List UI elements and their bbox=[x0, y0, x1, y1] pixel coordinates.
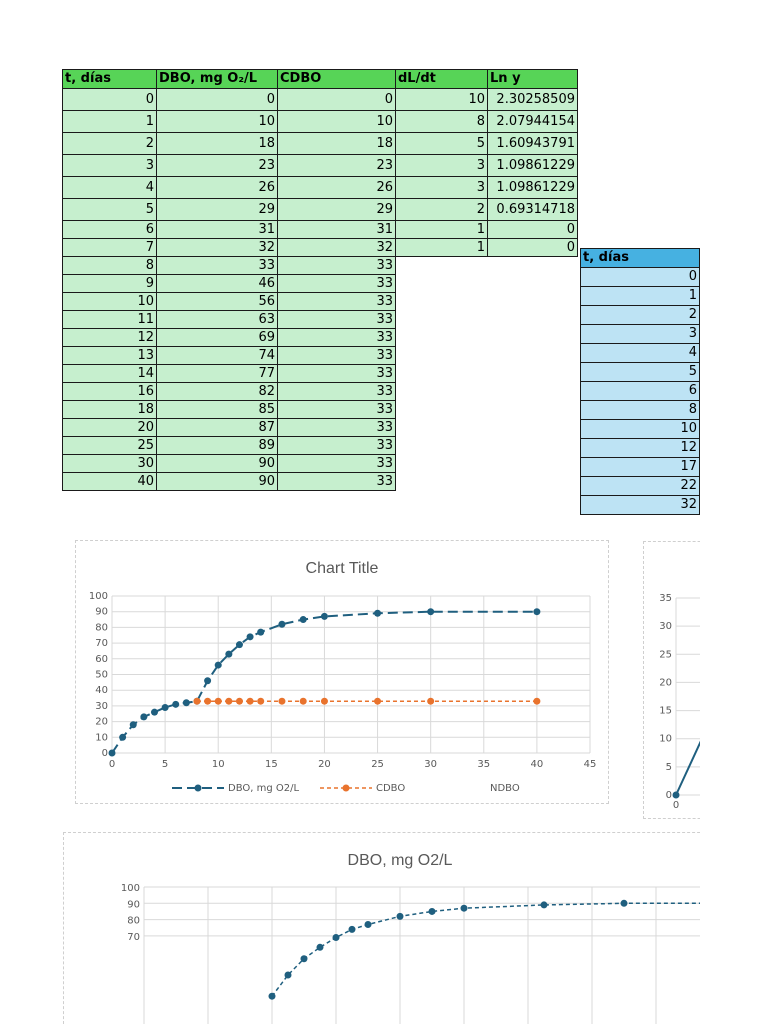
x-tick-label: 45 bbox=[583, 759, 597, 770]
data-point bbox=[374, 610, 381, 617]
table-cell[interactable]: 18 bbox=[63, 401, 157, 419]
table-row bbox=[581, 439, 700, 458]
column-header[interactable]: t, días bbox=[63, 70, 157, 89]
table-row bbox=[63, 365, 578, 383]
y-tick-label: 10 bbox=[95, 732, 108, 744]
table-row bbox=[581, 420, 700, 439]
table-cell[interactable]: 89 bbox=[157, 437, 278, 455]
table-cell[interactable] bbox=[488, 419, 578, 437]
table-row bbox=[63, 437, 578, 455]
table-row bbox=[581, 477, 700, 496]
table-row bbox=[63, 89, 578, 111]
data-point bbox=[365, 921, 372, 928]
data-point bbox=[285, 972, 292, 979]
table-cell[interactable] bbox=[488, 383, 578, 401]
table-cell[interactable]: 8 bbox=[63, 257, 157, 275]
table-cell[interactable] bbox=[488, 275, 578, 293]
y-tick-label: 70 bbox=[127, 931, 140, 943]
table-row bbox=[581, 344, 700, 363]
table-cell[interactable]: 1.09861229 bbox=[488, 177, 578, 199]
table-cell[interactable] bbox=[396, 275, 488, 293]
table-cell[interactable]: 11 bbox=[63, 311, 157, 329]
table-cell[interactable]: 23 bbox=[278, 155, 396, 177]
table-row bbox=[581, 363, 700, 382]
y-tick-label: 20 bbox=[95, 716, 108, 728]
legend-marker bbox=[195, 785, 202, 792]
table-cell[interactable]: 2.07944154 bbox=[488, 111, 578, 133]
table-cell[interactable]: 0 bbox=[581, 268, 700, 287]
y-tick-label: 35 bbox=[659, 593, 672, 604]
data-point bbox=[301, 955, 308, 962]
table-cell[interactable]: 33 bbox=[278, 365, 396, 383]
table-cell[interactable]: 9 bbox=[63, 275, 157, 293]
y-tick-label: 50 bbox=[95, 669, 108, 681]
table-row bbox=[63, 239, 578, 257]
table-cell[interactable]: 5 bbox=[396, 133, 488, 155]
table-row bbox=[63, 419, 578, 437]
table-row bbox=[581, 268, 700, 287]
y-tick-label: 80 bbox=[95, 622, 108, 634]
table-cell[interactable]: 12 bbox=[581, 439, 700, 458]
table-cell[interactable]: 33 bbox=[278, 257, 396, 275]
table-cell[interactable]: 1 bbox=[396, 239, 488, 257]
table-cell[interactable] bbox=[488, 473, 578, 491]
data-point bbox=[204, 698, 211, 705]
table-row bbox=[581, 287, 700, 306]
table-cell[interactable]: 26 bbox=[157, 177, 278, 199]
data-point bbox=[247, 633, 254, 640]
data-point bbox=[225, 698, 232, 705]
table-cell[interactable]: 2 bbox=[581, 306, 700, 325]
y-tick-label: 90 bbox=[95, 606, 108, 618]
column-header[interactable]: CDBO bbox=[278, 70, 396, 89]
data-point bbox=[300, 616, 307, 623]
table-cell[interactable]: 4 bbox=[581, 344, 700, 363]
table-cell[interactable]: 33 bbox=[278, 311, 396, 329]
table-cell[interactable] bbox=[396, 437, 488, 455]
table-cell[interactable]: 12 bbox=[63, 329, 157, 347]
table-cell[interactable]: 33 bbox=[278, 419, 396, 437]
table-cell[interactable]: 33 bbox=[278, 347, 396, 365]
table-cell[interactable]: 0 bbox=[488, 239, 578, 257]
data-point bbox=[225, 651, 232, 658]
y-tick-label: 70 bbox=[95, 638, 108, 650]
data-point bbox=[140, 713, 147, 720]
table-cell[interactable]: 33 bbox=[278, 401, 396, 419]
y-tick-label: 60 bbox=[95, 653, 108, 665]
y-tick-label: 15 bbox=[659, 705, 672, 717]
data-point bbox=[533, 698, 540, 705]
table-cell[interactable] bbox=[488, 293, 578, 311]
table-cell[interactable] bbox=[396, 383, 488, 401]
y-tick-label: 0 bbox=[665, 790, 672, 801]
table-cell[interactable]: 33 bbox=[278, 329, 396, 347]
table-header-row bbox=[63, 70, 578, 89]
data-point bbox=[215, 662, 222, 669]
table-cell[interactable]: 10 bbox=[581, 420, 700, 439]
table-cell[interactable]: 32 bbox=[581, 496, 700, 515]
table-cell[interactable]: 46 bbox=[157, 275, 278, 293]
data-point bbox=[278, 698, 285, 705]
table-row bbox=[581, 458, 700, 477]
table-cell[interactable]: 31 bbox=[278, 221, 396, 239]
y-tick-label: 5 bbox=[665, 761, 672, 773]
table-cell[interactable]: 33 bbox=[157, 257, 278, 275]
table-row bbox=[63, 177, 578, 199]
table-row bbox=[63, 155, 578, 177]
table-cell[interactable]: 56 bbox=[157, 293, 278, 311]
table-cell[interactable]: 6 bbox=[581, 382, 700, 401]
data-point bbox=[321, 613, 328, 620]
table-cell[interactable]: 18 bbox=[278, 133, 396, 155]
data-point bbox=[541, 901, 548, 908]
table-cell[interactable] bbox=[396, 473, 488, 491]
chart-cdbo-partial-svg bbox=[644, 542, 700, 818]
table-cell[interactable]: 0 bbox=[157, 89, 278, 111]
data-point bbox=[533, 608, 540, 615]
table-cell[interactable]: 2 bbox=[396, 199, 488, 221]
table-cell[interactable]: 33 bbox=[278, 473, 396, 491]
data-point bbox=[427, 608, 434, 615]
table-cell[interactable]: 10 bbox=[157, 111, 278, 133]
table-cell[interactable] bbox=[396, 401, 488, 419]
table-cell[interactable]: 82 bbox=[157, 383, 278, 401]
table-row bbox=[63, 455, 578, 473]
data-point bbox=[374, 698, 381, 705]
table-cell[interactable]: 2 bbox=[63, 133, 157, 155]
table-cell[interactable]: 32 bbox=[157, 239, 278, 257]
table-row bbox=[63, 401, 578, 419]
y-tick-label: 100 bbox=[120, 883, 140, 894]
data-point bbox=[300, 698, 307, 705]
table-cell[interactable]: 85 bbox=[157, 401, 278, 419]
y-tick-label: 90 bbox=[127, 899, 140, 911]
table-cell[interactable]: 40 bbox=[63, 473, 157, 491]
table-cell[interactable]: 5 bbox=[581, 363, 700, 382]
y-tick-label: 0 bbox=[101, 748, 108, 759]
data-point bbox=[162, 704, 169, 711]
data-table bbox=[62, 69, 578, 491]
table-cell[interactable]: 29 bbox=[278, 199, 396, 221]
chart-title: DBO, mg O2/L bbox=[347, 852, 453, 869]
table-row bbox=[581, 382, 700, 401]
table-cell[interactable]: 90 bbox=[157, 473, 278, 491]
legend-label: NDBO bbox=[490, 783, 520, 794]
data-point bbox=[317, 944, 324, 951]
x-tick-label: 5 bbox=[161, 759, 169, 770]
table-cell[interactable]: 33 bbox=[278, 293, 396, 311]
x-tick-label: 35 bbox=[477, 759, 491, 770]
data-point bbox=[621, 900, 628, 907]
column-header[interactable]: dL/dt bbox=[396, 70, 488, 89]
table-cell[interactable]: 3 bbox=[63, 155, 157, 177]
column-header[interactable]: t, días bbox=[581, 249, 700, 268]
table-cell[interactable]: 33 bbox=[278, 383, 396, 401]
y-tick-label: 20 bbox=[659, 677, 672, 689]
table-cell[interactable]: 33 bbox=[278, 437, 396, 455]
table-cell[interactable]: 31 bbox=[157, 221, 278, 239]
data-point bbox=[461, 905, 468, 912]
table-cell[interactable]: 2.30258509 bbox=[488, 89, 578, 111]
data-point bbox=[269, 993, 276, 1000]
legend-label: DBO, mg O2/L bbox=[228, 783, 300, 794]
table-row bbox=[63, 111, 578, 133]
table-cell[interactable] bbox=[396, 311, 488, 329]
data-point bbox=[236, 698, 243, 705]
column-header[interactable]: DBO, mg O₂/L bbox=[157, 70, 278, 89]
chart-title: Chart Title bbox=[305, 560, 379, 577]
x-tick-label: 20 bbox=[318, 759, 331, 770]
data-point bbox=[109, 750, 116, 757]
table-cell[interactable]: 29 bbox=[157, 199, 278, 221]
table-row bbox=[63, 199, 578, 221]
table-cell[interactable]: 25 bbox=[63, 437, 157, 455]
data-point bbox=[349, 926, 356, 933]
table-cell[interactable]: 33 bbox=[278, 455, 396, 473]
x-tick-label: 40 bbox=[530, 759, 544, 770]
time-table bbox=[580, 248, 700, 515]
table-cell[interactable]: 23 bbox=[157, 155, 278, 177]
data-point bbox=[193, 698, 200, 705]
chart-dbo-svg bbox=[64, 833, 700, 1024]
data-point bbox=[427, 698, 434, 705]
data-point bbox=[278, 621, 285, 628]
data-point bbox=[183, 699, 190, 706]
table-cell[interactable]: 69 bbox=[157, 329, 278, 347]
data-point bbox=[204, 677, 211, 684]
y-tick-label: 25 bbox=[659, 649, 672, 661]
legend-marker bbox=[343, 785, 350, 792]
chart-dbo-cdbo-svg bbox=[76, 541, 608, 803]
table-cell[interactable] bbox=[488, 437, 578, 455]
table-cell[interactable] bbox=[396, 329, 488, 347]
table-cell[interactable]: 87 bbox=[157, 419, 278, 437]
data-point bbox=[247, 698, 254, 705]
table-cell[interactable]: 63 bbox=[157, 311, 278, 329]
column-header[interactable]: Ln y bbox=[488, 70, 578, 89]
table-cell[interactable] bbox=[396, 419, 488, 437]
table-row bbox=[581, 401, 700, 420]
data-point bbox=[673, 792, 680, 799]
y-tick-label: 40 bbox=[95, 685, 108, 697]
table-cell[interactable]: 32 bbox=[278, 239, 396, 257]
table-cell[interactable]: 3 bbox=[396, 155, 488, 177]
table-cell[interactable]: 26 bbox=[278, 177, 396, 199]
data-point bbox=[257, 698, 264, 705]
table-cell[interactable] bbox=[396, 293, 488, 311]
table-row bbox=[581, 496, 700, 515]
table-cell[interactable]: 10 bbox=[278, 111, 396, 133]
table-cell[interactable]: 90 bbox=[157, 455, 278, 473]
table-row bbox=[63, 133, 578, 155]
table-cell[interactable]: 8 bbox=[396, 111, 488, 133]
x-tick-label: 10 bbox=[211, 759, 225, 770]
data-point bbox=[236, 641, 243, 648]
data-point bbox=[321, 698, 328, 705]
table-cell[interactable]: 10 bbox=[396, 89, 488, 111]
table-cell[interactable]: 1 bbox=[581, 287, 700, 306]
y-tick-label: 30 bbox=[95, 700, 108, 712]
table-row bbox=[63, 329, 578, 347]
x-tick-label: 15 bbox=[264, 759, 278, 770]
chart-dbo[interactable] bbox=[63, 832, 700, 1024]
table-row bbox=[63, 347, 578, 365]
table-cell[interactable]: 0 bbox=[278, 89, 396, 111]
table-header-row bbox=[581, 249, 700, 268]
table-row bbox=[63, 311, 578, 329]
table-cell[interactable]: 0 bbox=[488, 221, 578, 239]
data-point bbox=[397, 913, 404, 920]
chart-dbo-cdbo[interactable] bbox=[75, 540, 609, 804]
table-cell[interactable] bbox=[488, 365, 578, 383]
y-tick-label: 30 bbox=[659, 621, 672, 633]
table-cell[interactable]: 6 bbox=[63, 221, 157, 239]
table-cell[interactable]: 3 bbox=[396, 177, 488, 199]
table-row bbox=[63, 383, 578, 401]
table-cell[interactable]: 1 bbox=[396, 221, 488, 239]
table-cell[interactable]: 74 bbox=[157, 347, 278, 365]
table-cell[interactable] bbox=[488, 401, 578, 419]
table-cell[interactable]: 13 bbox=[63, 347, 157, 365]
table-cell[interactable]: 30 bbox=[63, 455, 157, 473]
table-row bbox=[63, 293, 578, 311]
table-cell[interactable]: 33 bbox=[278, 275, 396, 293]
table-cell[interactable]: 22 bbox=[581, 477, 700, 496]
table-cell[interactable] bbox=[488, 347, 578, 365]
table-row bbox=[581, 325, 700, 344]
x-tick-label: 25 bbox=[371, 759, 384, 770]
table-cell[interactable]: 7 bbox=[63, 239, 157, 257]
legend-label: CDBO bbox=[376, 783, 406, 794]
table-row bbox=[63, 275, 578, 293]
chart-cdbo-partial[interactable] bbox=[643, 541, 700, 819]
y-tick-label: 80 bbox=[127, 915, 140, 927]
table-cell[interactable]: 16 bbox=[63, 383, 157, 401]
data-point bbox=[151, 709, 158, 716]
table-cell[interactable] bbox=[488, 329, 578, 347]
data-point bbox=[130, 721, 137, 728]
table-row bbox=[63, 257, 578, 275]
table-cell[interactable]: 8 bbox=[581, 401, 700, 420]
data-point bbox=[429, 908, 436, 915]
x-tick-label: 30 bbox=[424, 759, 438, 770]
table-cell[interactable] bbox=[488, 455, 578, 473]
x-tick-label: 0 bbox=[672, 800, 680, 811]
x-tick-label: 0 bbox=[108, 759, 116, 770]
table-cell[interactable]: 20 bbox=[63, 419, 157, 437]
table-cell[interactable]: 4 bbox=[63, 177, 157, 199]
table-cell[interactable]: 14 bbox=[63, 365, 157, 383]
table-cell[interactable]: 0.69314718 bbox=[488, 199, 578, 221]
table-cell[interactable]: 3 bbox=[581, 325, 700, 344]
y-tick-label: 10 bbox=[659, 733, 672, 745]
table-cell[interactable]: 1 bbox=[63, 111, 157, 133]
table-row bbox=[63, 221, 578, 239]
data-point bbox=[333, 934, 340, 941]
table-cell[interactable] bbox=[396, 347, 488, 365]
table-cell[interactable]: 77 bbox=[157, 365, 278, 383]
table-cell[interactable]: 1.60943791 bbox=[488, 133, 578, 155]
table-cell[interactable] bbox=[396, 455, 488, 473]
table-cell[interactable] bbox=[488, 311, 578, 329]
table-cell[interactable] bbox=[396, 257, 488, 275]
table-cell[interactable]: 18 bbox=[157, 133, 278, 155]
data-point bbox=[119, 734, 126, 741]
data-point bbox=[215, 698, 222, 705]
y-tick-label: 100 bbox=[88, 591, 108, 602]
table-row bbox=[581, 306, 700, 325]
data-point bbox=[257, 629, 264, 636]
table-cell[interactable]: 17 bbox=[581, 458, 700, 477]
table-cell[interactable]: 0 bbox=[63, 89, 157, 111]
table-cell[interactable]: 5 bbox=[63, 199, 157, 221]
table-row bbox=[63, 473, 578, 491]
data-point bbox=[172, 701, 179, 708]
table-cell[interactable] bbox=[488, 257, 578, 275]
table-cell[interactable]: 1.09861229 bbox=[488, 155, 578, 177]
table-cell[interactable]: 10 bbox=[63, 293, 157, 311]
table-cell[interactable] bbox=[396, 365, 488, 383]
